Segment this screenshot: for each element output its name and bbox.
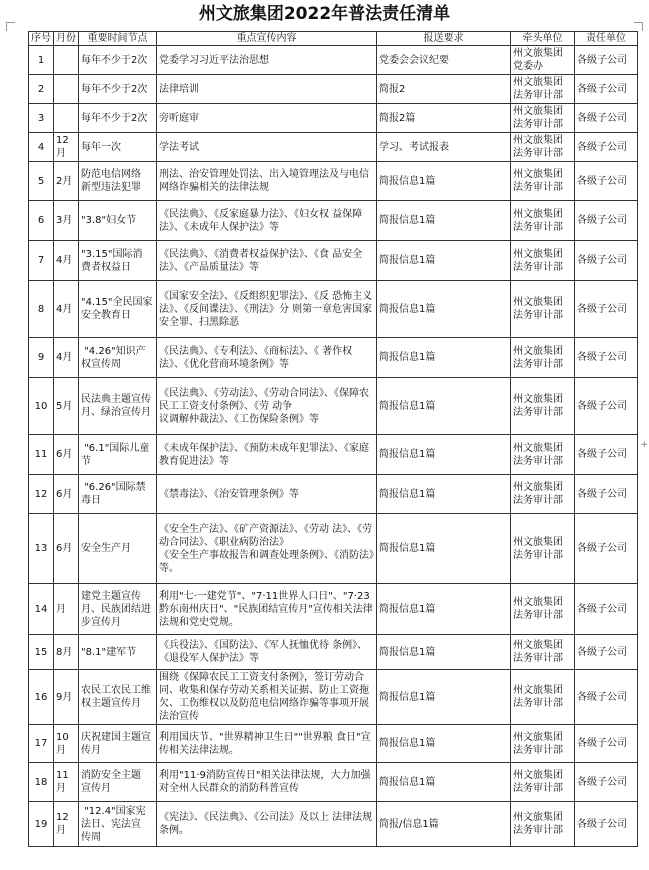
- header-content: 重点宣传内容: [157, 32, 377, 46]
- scroll-marker-icon: +: [640, 440, 648, 450]
- cell-month: 12 月: [54, 133, 79, 162]
- table-row: [29, 435, 638, 475]
- table-row: [29, 670, 638, 725]
- table-header-row: [29, 32, 638, 46]
- cell-node: "4.26"知识产权宣传周: [79, 338, 157, 378]
- cell-content: 利用"11·9消防宣传日"相关法律法规，大力加强对全州人民群众的消防科普宣传: [157, 763, 377, 802]
- table-row: [29, 802, 638, 847]
- cell-report: 简报信息1篇: [377, 584, 511, 635]
- cell-node: 庆祝建国主题宣传月: [79, 725, 157, 763]
- cell-no: 17: [29, 725, 54, 763]
- cell-month: 4月: [54, 281, 79, 338]
- header-month: 月份: [54, 32, 79, 46]
- cell-report: 简报信息1篇: [377, 635, 511, 670]
- cell-node: 每年不少于2次: [79, 46, 157, 75]
- cell-lead: 州文旅集团 法务审计部: [511, 338, 575, 378]
- cell-resp: 各级子公司: [575, 241, 638, 281]
- cell-report: 简报信息1篇: [377, 281, 511, 338]
- cell-month: 6月: [54, 435, 79, 475]
- cell-report: 简报信息1篇: [377, 378, 511, 435]
- cell-lead: 州文旅集团 法务审计部: [511, 635, 575, 670]
- cell-report: 简报2: [377, 75, 511, 104]
- cell-month: 4月: [54, 338, 79, 378]
- table-row: [29, 162, 638, 201]
- table-row: [29, 725, 638, 763]
- cell-lead: 州文旅集团 法务审计部: [511, 514, 575, 584]
- cell-node: 建党主题宣传月、民族团结进步宣传月: [79, 584, 157, 635]
- cell-node: 民法典主题宣传月、绿治宣传月: [79, 378, 157, 435]
- cell-lead: 州文旅集团 法务审计部: [511, 75, 575, 104]
- cell-resp: 各级子公司: [575, 46, 638, 75]
- cell-content: 《民法典》、《消费者权益保护法》、《食 品安全法》、《产品质量法》等: [157, 241, 377, 281]
- cell-report: 学习、考试报表: [377, 133, 511, 162]
- cell-no: 9: [29, 338, 54, 378]
- cell-report: 简报/信息1篇: [377, 802, 511, 847]
- cell-content: 《安全生产法》、《矿产资源法》、《劳动 法》、《劳动合同法》、《职业病防治法》 《安全生产事故报告和调查处理条例》、《消防法》等。: [157, 514, 377, 584]
- cell-month: 5月: [54, 378, 79, 435]
- cell-resp: 各级子公司: [575, 725, 638, 763]
- cell-no: 11: [29, 435, 54, 475]
- table-row: [29, 201, 638, 241]
- table-row: [29, 104, 638, 133]
- cell-report: 简报信息1篇: [377, 162, 511, 201]
- cell-resp: 各级子公司: [575, 281, 638, 338]
- cell-no: 2: [29, 75, 54, 104]
- cell-resp: 各级子公司: [575, 162, 638, 201]
- cell-month: 9月: [54, 670, 79, 725]
- cell-lead: 州文旅集团 法务审计部: [511, 162, 575, 201]
- cell-lead: 州文旅集团 法务审计部: [511, 725, 575, 763]
- page-corner-mark: [6, 22, 15, 31]
- cell-month: 2月: [54, 162, 79, 201]
- cell-resp: 各级子公司: [575, 75, 638, 104]
- cell-report: 简报信息1篇: [377, 725, 511, 763]
- cell-resp: 各级子公司: [575, 802, 638, 847]
- cell-no: 1: [29, 46, 54, 75]
- cell-lead: 州文旅集团 法务审计部: [511, 584, 575, 635]
- table-row: [29, 338, 638, 378]
- cell-month: 6月: [54, 475, 79, 514]
- cell-lead: 州文旅集团 法务审计部: [511, 133, 575, 162]
- table-row: [29, 378, 638, 435]
- cell-resp: 各级子公司: [575, 635, 638, 670]
- cell-content: 《兵役法》、《国防法》、《军人抚恤优待 条例》、《退役军人保护法》等: [157, 635, 377, 670]
- cell-no: 15: [29, 635, 54, 670]
- responsibility-table: [28, 31, 638, 847]
- cell-month: [54, 75, 79, 104]
- cell-no: 18: [29, 763, 54, 802]
- cell-content: 《民法典》、《反家庭暴力法》、《妇女权 益保障法》、《未成年人保护法》等: [157, 201, 377, 241]
- cell-lead: 州文旅集团 法务审计部: [511, 281, 575, 338]
- cell-report: 简报信息1篇: [377, 763, 511, 802]
- cell-resp: 各级子公司: [575, 435, 638, 475]
- document-title: 州文旅集团2022年普法责任清单: [198, 4, 451, 24]
- cell-lead: 州文旅集团 党委办: [511, 46, 575, 75]
- cell-no: 7: [29, 241, 54, 281]
- cell-lead: 州文旅集团 法务审计部: [511, 104, 575, 133]
- cell-resp: 各级子公司: [575, 133, 638, 162]
- table-row: [29, 514, 638, 584]
- cell-node: 每年不少于2次: [79, 104, 157, 133]
- cell-node: "6.26"国际禁毒日: [79, 475, 157, 514]
- header-lead: 牵头单位: [511, 32, 575, 46]
- cell-lead: 州文旅集团 法务审计部: [511, 241, 575, 281]
- cell-report: 简报信息1篇: [377, 201, 511, 241]
- cell-node: 防范电信网络 新型违法犯罪: [79, 162, 157, 201]
- cell-content: 《民法典》、《专利法》、《商标法》、《 著作权法》、《优化营商环境条例》等: [157, 338, 377, 378]
- cell-node: 农民工农民工维权主题宣传月: [79, 670, 157, 725]
- cell-content: 学法考试: [157, 133, 377, 162]
- cell-report: 简报信息1篇: [377, 475, 511, 514]
- header-report: 报送要求: [377, 32, 511, 46]
- cell-lead: 州文旅集团 法务审计部: [511, 802, 575, 847]
- cell-lead: 州文旅集团 法务审计部: [511, 475, 575, 514]
- cell-node: "8.1"建军节: [79, 635, 157, 670]
- cell-resp: 各级子公司: [575, 514, 638, 584]
- cell-report: 简报信息1篇: [377, 514, 511, 584]
- header-resp: 责任单位: [575, 32, 638, 46]
- cell-resp: 各级子公司: [575, 670, 638, 725]
- cell-content: 旁听庭审: [157, 104, 377, 133]
- cell-node: 消防安全主题 宣传月: [79, 763, 157, 802]
- header-no: 序号: [29, 32, 54, 46]
- header-node: 重要时间节点: [79, 32, 157, 46]
- cell-lead: 州文旅集团 法务审计部: [511, 670, 575, 725]
- cell-node: "6.1"国际儿童节: [79, 435, 157, 475]
- cell-report: 简报信息1篇: [377, 338, 511, 378]
- cell-no: 5: [29, 162, 54, 201]
- cell-resp: 各级子公司: [575, 201, 638, 241]
- table-row: [29, 133, 638, 162]
- cell-no: 16: [29, 670, 54, 725]
- cell-resp: 各级子公司: [575, 475, 638, 514]
- cell-report: 简报2篇: [377, 104, 511, 133]
- cell-month: [54, 104, 79, 133]
- cell-content: 《宪法》、《民法典》、《公司法》及以上 法律法规条例。: [157, 802, 377, 847]
- cell-content: 《禁毒法》、《治安管理条例》等: [157, 475, 377, 514]
- cell-content: 利用"七·一建党节"、"7·11世界人口日"、"7·23黔东南州庆日"、"民族团结宣传月"宣传相关法律法规和党史党规。: [157, 584, 377, 635]
- cell-no: 19: [29, 802, 54, 847]
- table-row: [29, 281, 638, 338]
- cell-no: 14: [29, 584, 54, 635]
- table-row: [29, 763, 638, 802]
- cell-node: "4.15"全民国家安全教育日: [79, 281, 157, 338]
- cell-resp: 各级子公司: [575, 584, 638, 635]
- cell-node: 每年一次: [79, 133, 157, 162]
- cell-no: 3: [29, 104, 54, 133]
- cell-no: 8: [29, 281, 54, 338]
- cell-content: 刑法、治安管理处罚法、出入境管理法及与电信网络诈骗相关的法律法规: [157, 162, 377, 201]
- cell-report: 简报信息1篇: [377, 241, 511, 281]
- table-row: [29, 46, 638, 75]
- table-row: [29, 584, 638, 635]
- cell-node: 每年不少于2次: [79, 75, 157, 104]
- cell-month: 4月: [54, 241, 79, 281]
- cell-node: 安全生产月: [79, 514, 157, 584]
- cell-month: [54, 46, 79, 75]
- cell-month: 11 月: [54, 763, 79, 802]
- cell-month: 12 月: [54, 802, 79, 847]
- cell-report: 简报信息1篇: [377, 670, 511, 725]
- table-row: [29, 75, 638, 104]
- table-row: [29, 475, 638, 514]
- cell-resp: 各级子公司: [575, 104, 638, 133]
- cell-lead: 州文旅集团 法务审计部: [511, 201, 575, 241]
- cell-content: 围绕《保障农民工工资支付条例》，签订劳动合同、收集和保存劳动关系相关证据、防止工资拖欠、工伤维权以及防范电信网络诈骗等事项开展法治宣传: [157, 670, 377, 725]
- cell-report: 党委会会议纪要: [377, 46, 511, 75]
- table-row: [29, 241, 638, 281]
- cell-report: 简报信息1篇: [377, 435, 511, 475]
- cell-lead: 州文旅集团 法务审计部: [511, 763, 575, 802]
- table-row: [29, 635, 638, 670]
- cell-no: 6: [29, 201, 54, 241]
- cell-node: "3.8"妇女节: [79, 201, 157, 241]
- cell-node: "3.15"国际消 费者权益日: [79, 241, 157, 281]
- cell-month: 6月: [54, 514, 79, 584]
- cell-no: 4: [29, 133, 54, 162]
- page-corner-mark: [634, 22, 643, 31]
- cell-no: 13: [29, 514, 54, 584]
- cell-resp: 各级子公司: [575, 338, 638, 378]
- cell-month: 3月: [54, 201, 79, 241]
- cell-lead: 州文旅集团 法务审计部: [511, 378, 575, 435]
- cell-node: "12.4"国家宪 法日、宪法宣 传周: [79, 802, 157, 847]
- cell-month: 10 月: [54, 725, 79, 763]
- cell-no: 12: [29, 475, 54, 514]
- cell-resp: 各级子公司: [575, 763, 638, 802]
- cell-content: 利用国庆节、"世界精神卫生日""世界粮 食日"宣传相关法律法规。: [157, 725, 377, 763]
- cell-content: 《国家安全法》、《反组织犯罪法》、《反 恐怖主义法》、《反间谍法》、《刑法》分 则第一章危害国家安全罪、扫黑除恶: [157, 281, 377, 338]
- cell-month: 月: [54, 584, 79, 635]
- cell-content: 法律培训: [157, 75, 377, 104]
- cell-month: 8月: [54, 635, 79, 670]
- cell-content: 党委学习习近平法治思想: [157, 46, 377, 75]
- cell-resp: 各级子公司: [575, 378, 638, 435]
- cell-content: 《未成年保护法》、《预防未成年犯罪法》、《家庭教育促进法》等: [157, 435, 377, 475]
- cell-content: 《民法典》、《劳动法》、《劳动合同法》、《保障农民工工资支付条例》、《劳 动争 议调解仲裁法》、《工伤保险条例》等: [157, 378, 377, 435]
- cell-no: 10: [29, 378, 54, 435]
- cell-lead: 州文旅集团 法务审计部: [511, 435, 575, 475]
